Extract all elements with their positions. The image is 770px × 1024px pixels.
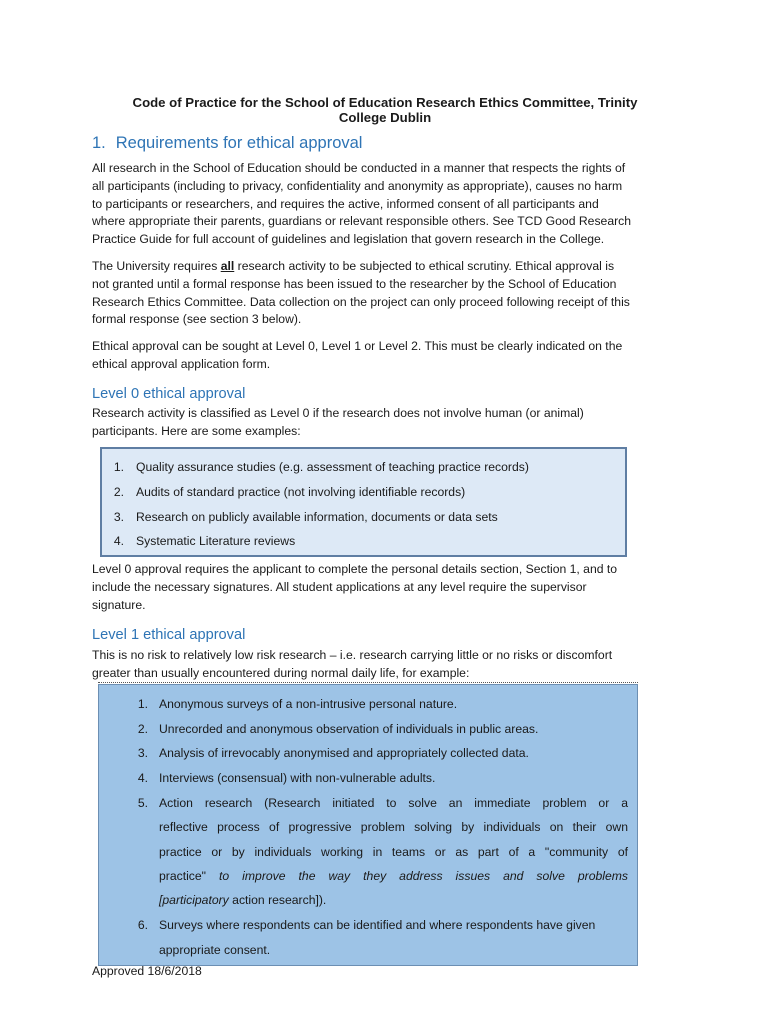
level-0-requirements xyxy=(92,561,682,614)
text-line: Action research (Research initiated to solve an immediate problem or a xyxy=(159,796,628,810)
text-fragment: practice" xyxy=(159,869,220,883)
text-line: to participants or researchers, and requires the active, informed consent of all participants and xyxy=(92,196,599,211)
text-line: Level 0 approval requires the applicant to complete the personal details section, Section 1, and to xyxy=(92,562,618,576)
text-line: Ethical approval can be sought at Level 0, Level 1 or Level 2. This must be clearly indicated on the xyxy=(92,339,623,353)
level-1-intro xyxy=(92,647,682,683)
text-line: where appropriate their parents, guardians or relevant responsible others. See TCD Good Research xyxy=(92,214,632,229)
paragraph-approval-levels xyxy=(92,338,682,374)
text-line xyxy=(159,869,628,883)
text-line: reflective process of progressive problem solving by individuals on their own xyxy=(159,820,628,834)
text-line: include the necessary signatures. All student applications at any level require the supervisor xyxy=(92,579,587,594)
level-0-heading: Level 0 ethical approval xyxy=(92,386,246,402)
text-line: formal response (see section 3 below). xyxy=(92,312,302,327)
document-title xyxy=(92,95,678,125)
document-page: Code of Practice for the School of Education Research Ethics Committee, Trinity College Dublin 1. Requirements for ethical approval All research in the School of Education should be conducted in a manner that respects the rights of all participants (including to privacy, confidentiality and anonymity as appropriate), causes no harm to participants or researchers, and requires the active, informed consent of all participants and where appropriate their parents, guardians or relevant responsible others. See TCD Good Research Practice Guide for full account of guidelines and legislation that govern research in the College. The University requires all research activity to be subjected to ethical scrutiny. Ethical approval is not granted until a formal response has been issued to the researcher by the School of Education Research Ethics Committee. Data collection on the project can only proceed following receipt of this formal response (see section 3 below). Ethical approval can be sought at Level 0, Level 1 or Level 2. This must be clearly indicated on the ethical approval application form. Level 0 ethical approval Research activity is classified as Level 0 if the research does not involve human (or animal) participants. Here are some examples: 1. Quality assurance studies (e.g. assessment of teaching practice records) 2. Audits of standard practice (not involving identifiable records) 3. Research on publicly available information, documents or data sets 4. Systematic Literature reviews Level 0 approval requires the applicant to complete the personal details section, Section 1, and to include the necessary signatures. All student applications at any level require the supervisor signature. Level 1 ethical approval This is no risk to relatively low risk research – i.e. research carrying little or no risks or discomfort greater than usually encountered during normal daily life, for example: 1. Anonymous surveys of a non-intrusive personal nature. 2. Unrecorded and anonymous observation of individuals in public areas. 3. Analysis of irrevocably anonymised and appropriately collected data. 4. Interviews (consensual) with non-vulnerable adults. 5. Action research (Research initiated to solve an immediate problem or a reflective process of progressive problem solving by individuals on their own practice or by individuals working in teams or as part of a "community of practice" to improve the way they address issues and solve problems [participatory action research]). 6. Surveys where respondents can be identified and where respondents have given appropriate consent. Approved 18/6/2018 xyxy=(0,0,770,1024)
text-line: Practice Guide for full account of guidelines and legislation that govern research in the College. xyxy=(92,232,605,247)
text-fragment: research activity to be subjected to ethical scrutiny. Ethical approval is xyxy=(234,259,615,273)
title-line-2: College Dublin xyxy=(338,110,432,125)
paragraph-research-conduct xyxy=(92,160,682,249)
text-line xyxy=(92,258,682,276)
text-fragment: The University requires xyxy=(92,259,221,273)
text-line: This is no risk to relatively low risk research – i.e. research carrying little or no risks or discomfort xyxy=(92,648,613,662)
text-line: participants. Here are some examples: xyxy=(92,423,301,438)
text-line: Research Ethics Committee. Data collection on the project can only proceed following receipt of this xyxy=(92,294,630,309)
text-line: appropriate consent. xyxy=(159,943,271,957)
level-0-intro xyxy=(92,405,682,441)
text-line: all participants (including to privacy, confidentiality and anonymity as appropriate), causes no harm xyxy=(92,178,623,193)
section-1-heading xyxy=(92,134,362,153)
emphasis-all: all xyxy=(220,259,235,273)
text-line: Research activity is classified as Level 0 if the research does not involve human (or animal) xyxy=(92,406,584,420)
italic-text: [participatory xyxy=(159,893,229,907)
italic-text: to improve the way they address issues and solve problems xyxy=(219,869,629,883)
text-line: All research in the School of Education should be conducted in a manner that respects the rights of xyxy=(92,161,626,175)
text-line: ethical approval application form. xyxy=(92,356,271,371)
section-1-number: 1. xyxy=(92,134,106,152)
approval-date: Approved 18/6/2018 xyxy=(92,964,202,978)
text-line: signature. xyxy=(92,597,146,612)
level-1-heading: Level 1 ethical approval xyxy=(92,627,246,643)
title-line-1: Code of Practice for the School of Education Research Ethics Committee, Trinity xyxy=(132,95,638,110)
text-line: practice or by individuals working in teams or as part of a "community of xyxy=(159,845,628,859)
text-line: greater than usually encountered during normal daily life, for example: xyxy=(92,665,470,680)
text-line xyxy=(159,893,326,907)
paragraph-ethical-scrutiny xyxy=(92,258,682,329)
section-1-title: Requirements for ethical approval xyxy=(115,134,363,152)
text-line: Surveys where respondents can be identified and where respondents have given xyxy=(159,918,596,932)
text-fragment: action research]). xyxy=(228,893,327,907)
text-line: not granted until a formal response has been issued to the researcher by the School of Education xyxy=(92,276,617,291)
